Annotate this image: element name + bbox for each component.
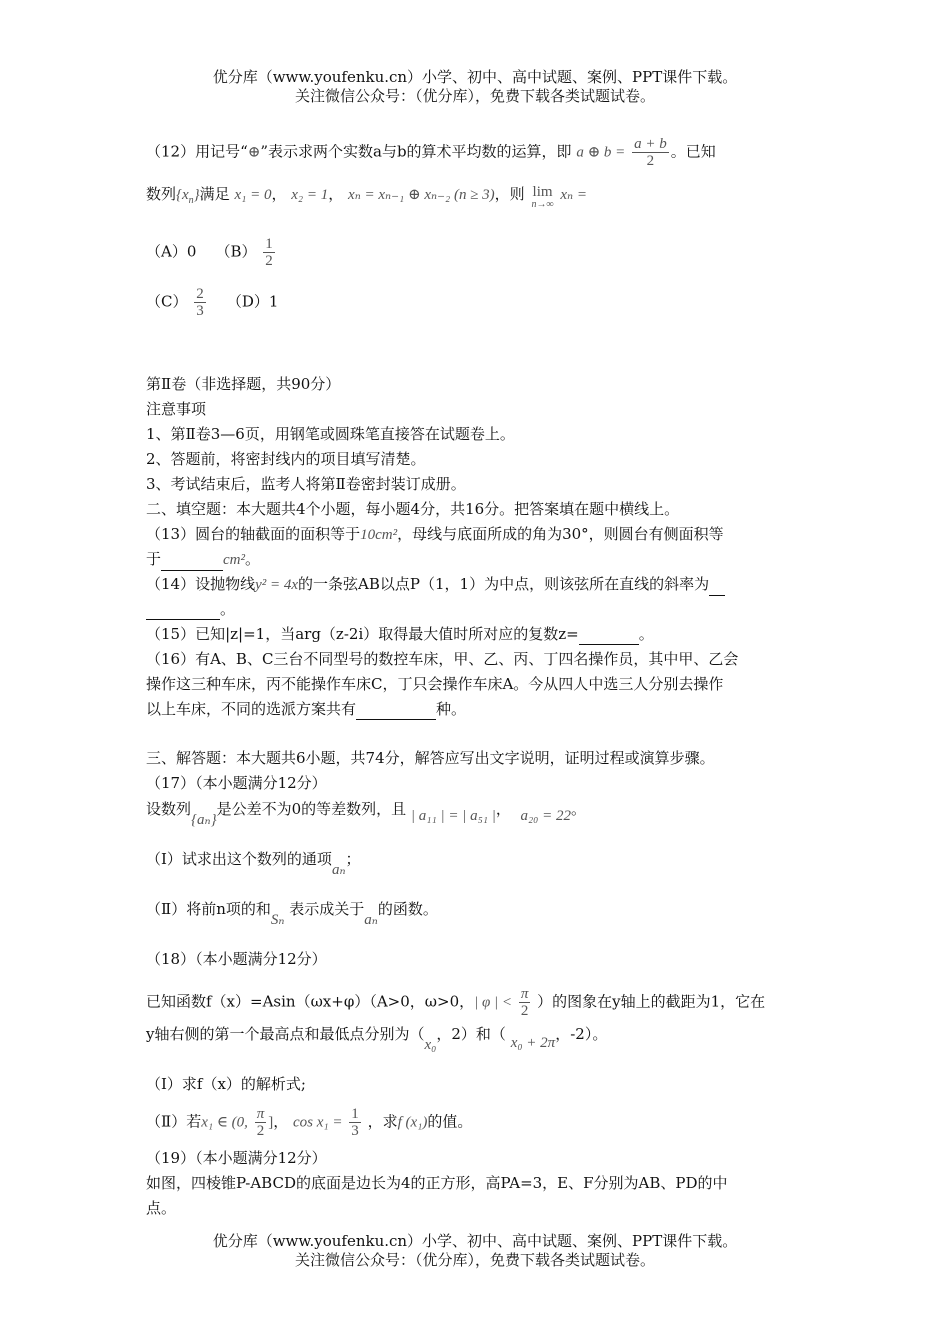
q13-line-1: （13）圆台的轴截面的面积等于10cm²，母线与底面所成的角为30°，则圆台有侧面积等 [146, 525, 724, 543]
q12-line-1: （12）用记号“⊕”表示求两个实数a与b的算术平均数的运算，即 a ⊕ b = $\frac{a + b}{2}$ 。已知 [146, 136, 716, 169]
q13-line-2: 于 cm²。 [146, 548, 260, 571]
q19-head: （19）（本小题满分12分） [146, 1149, 327, 1167]
q17-part-ii: （Ⅱ）将前n项的和Sₙ 表示成关于aₙ的函数。 [146, 900, 438, 928]
q18-line-1: 已知函数f（x）=Asin（ωx+φ）（A>0，ω>0，| φ | < $\frac{\pi}{2}$ ）的图象在y轴上的截距为1，它在 [146, 986, 766, 1019]
q14-blank[interactable] [146, 603, 220, 620]
header-line-2: 关注微信公众号：（优分库），免费下载各类试题试卷。 [294, 87, 655, 105]
q13-blank[interactable] [161, 554, 223, 571]
q18-part-i: （Ⅰ）求f（x）的解析式; [146, 1075, 306, 1093]
header-line-1: 优分库（www.youfenku.cn）小学、初中、高中试题、案例、PPT课件下载。 [212, 68, 738, 86]
q19-line-1: 如图，四棱锥P-ABCD的底面是边长为4的正方形，高PA=3，E、F分别为AB、PD的中 [146, 1174, 728, 1192]
q18-head: （18）（本小题满分12分） [146, 950, 327, 968]
part2-title: 第Ⅱ卷（非选择题，共90分） [146, 375, 341, 393]
q16-blank[interactable] [356, 703, 436, 720]
q12-fraction: $\frac{a + b}{2}$ [634, 136, 667, 169]
q16-line-1: （16）有A、B、C三台不同型号的数控车床，甲、乙、丙、丁四名操作员，其中甲、乙会 [146, 650, 739, 668]
q16-line-3: 以上车床，不同的选派方案共有 种。 [146, 700, 467, 718]
q17-head: （17）（本小题满分12分） [146, 774, 327, 792]
q17-part-i: （Ⅰ）试求出这个数列的通项aₙ； [146, 850, 361, 878]
q15-line: （15）已知|z|=1，当arg（z-2i）取得最大值时所对应的复数z= 。 [146, 625, 654, 643]
q18-line-2: y轴右侧的第一个最高点和最低点分别为（x₀，2）和（ x₀ + 2π，-2）。 [146, 1025, 608, 1053]
q15-blank[interactable] [579, 628, 639, 645]
footer-line-2: 关注微信公众号：（优分库），免费下载各类试题试卷。 [294, 1251, 655, 1269]
q18-part-ii: （Ⅱ）若x₁ ∈ (0, $\frac{\pi}{2}$ ]， cos x₁ = $\frac{1}{3}$ ，求f (x₁)的值。 [146, 1106, 473, 1139]
q12-options-ab: （A）0 （B） $\frac{1}{2}$ [146, 236, 273, 269]
footer-line-1: 优分库（www.youfenku.cn）小学、初中、高中试题、案例、PPT课件下载。 [212, 1232, 738, 1250]
q19-line-2: 点。 [146, 1199, 177, 1217]
q17-line-1: 设数列{aₙ}是公差不为0的等差数列，且 | a₁₁ | = | a₅₁ |， a₂₀ = 22。 [146, 800, 587, 828]
part3-title: 三、解答题：本大题共6小题，共74分，解答应写出文字说明，证明过程或演算步骤。 [146, 749, 715, 767]
q12-options-cd: （C） $\frac{2}{3}$ （D）1 [146, 286, 279, 319]
q14-blank-start[interactable] [709, 579, 725, 596]
notice-3: 3、考试结束后，监考人将第Ⅱ卷密封装订成册。 [146, 475, 466, 493]
q14-line-2: 。 [146, 598, 235, 620]
q14-line-1: （14）设抛物线y² = 4x的一条弦AB以点P（1，1）为中点，则该弦所在直线的斜率为 [146, 573, 725, 596]
q12-line-2: 数列$\{x_n\}$满足 x₁ = 0， x₂ = 1， xₙ = xₙ₋₁ ⊕ xₙ₋₂ (n ≥ 3)，则 lim n→∞ xₙ = [146, 184, 587, 210]
q16-line-2: 操作这三种车床，丙不能操作车床C，丁只会操作车床A。今从四人中选三人分别去操作 [146, 675, 724, 693]
notice-1: 1、第Ⅱ卷3—6页，用钢笔或圆珠笔直接答在试题卷上。 [146, 425, 515, 443]
notice-2: 2、答题前，将密封线内的项目填写清楚。 [146, 450, 426, 468]
fill-section-title: 二、填空题：本大题共4个小题，每小题4分，共16分。把答案填在题中横线上。 [146, 500, 680, 518]
part2-notice: 注意事项 [146, 400, 207, 418]
